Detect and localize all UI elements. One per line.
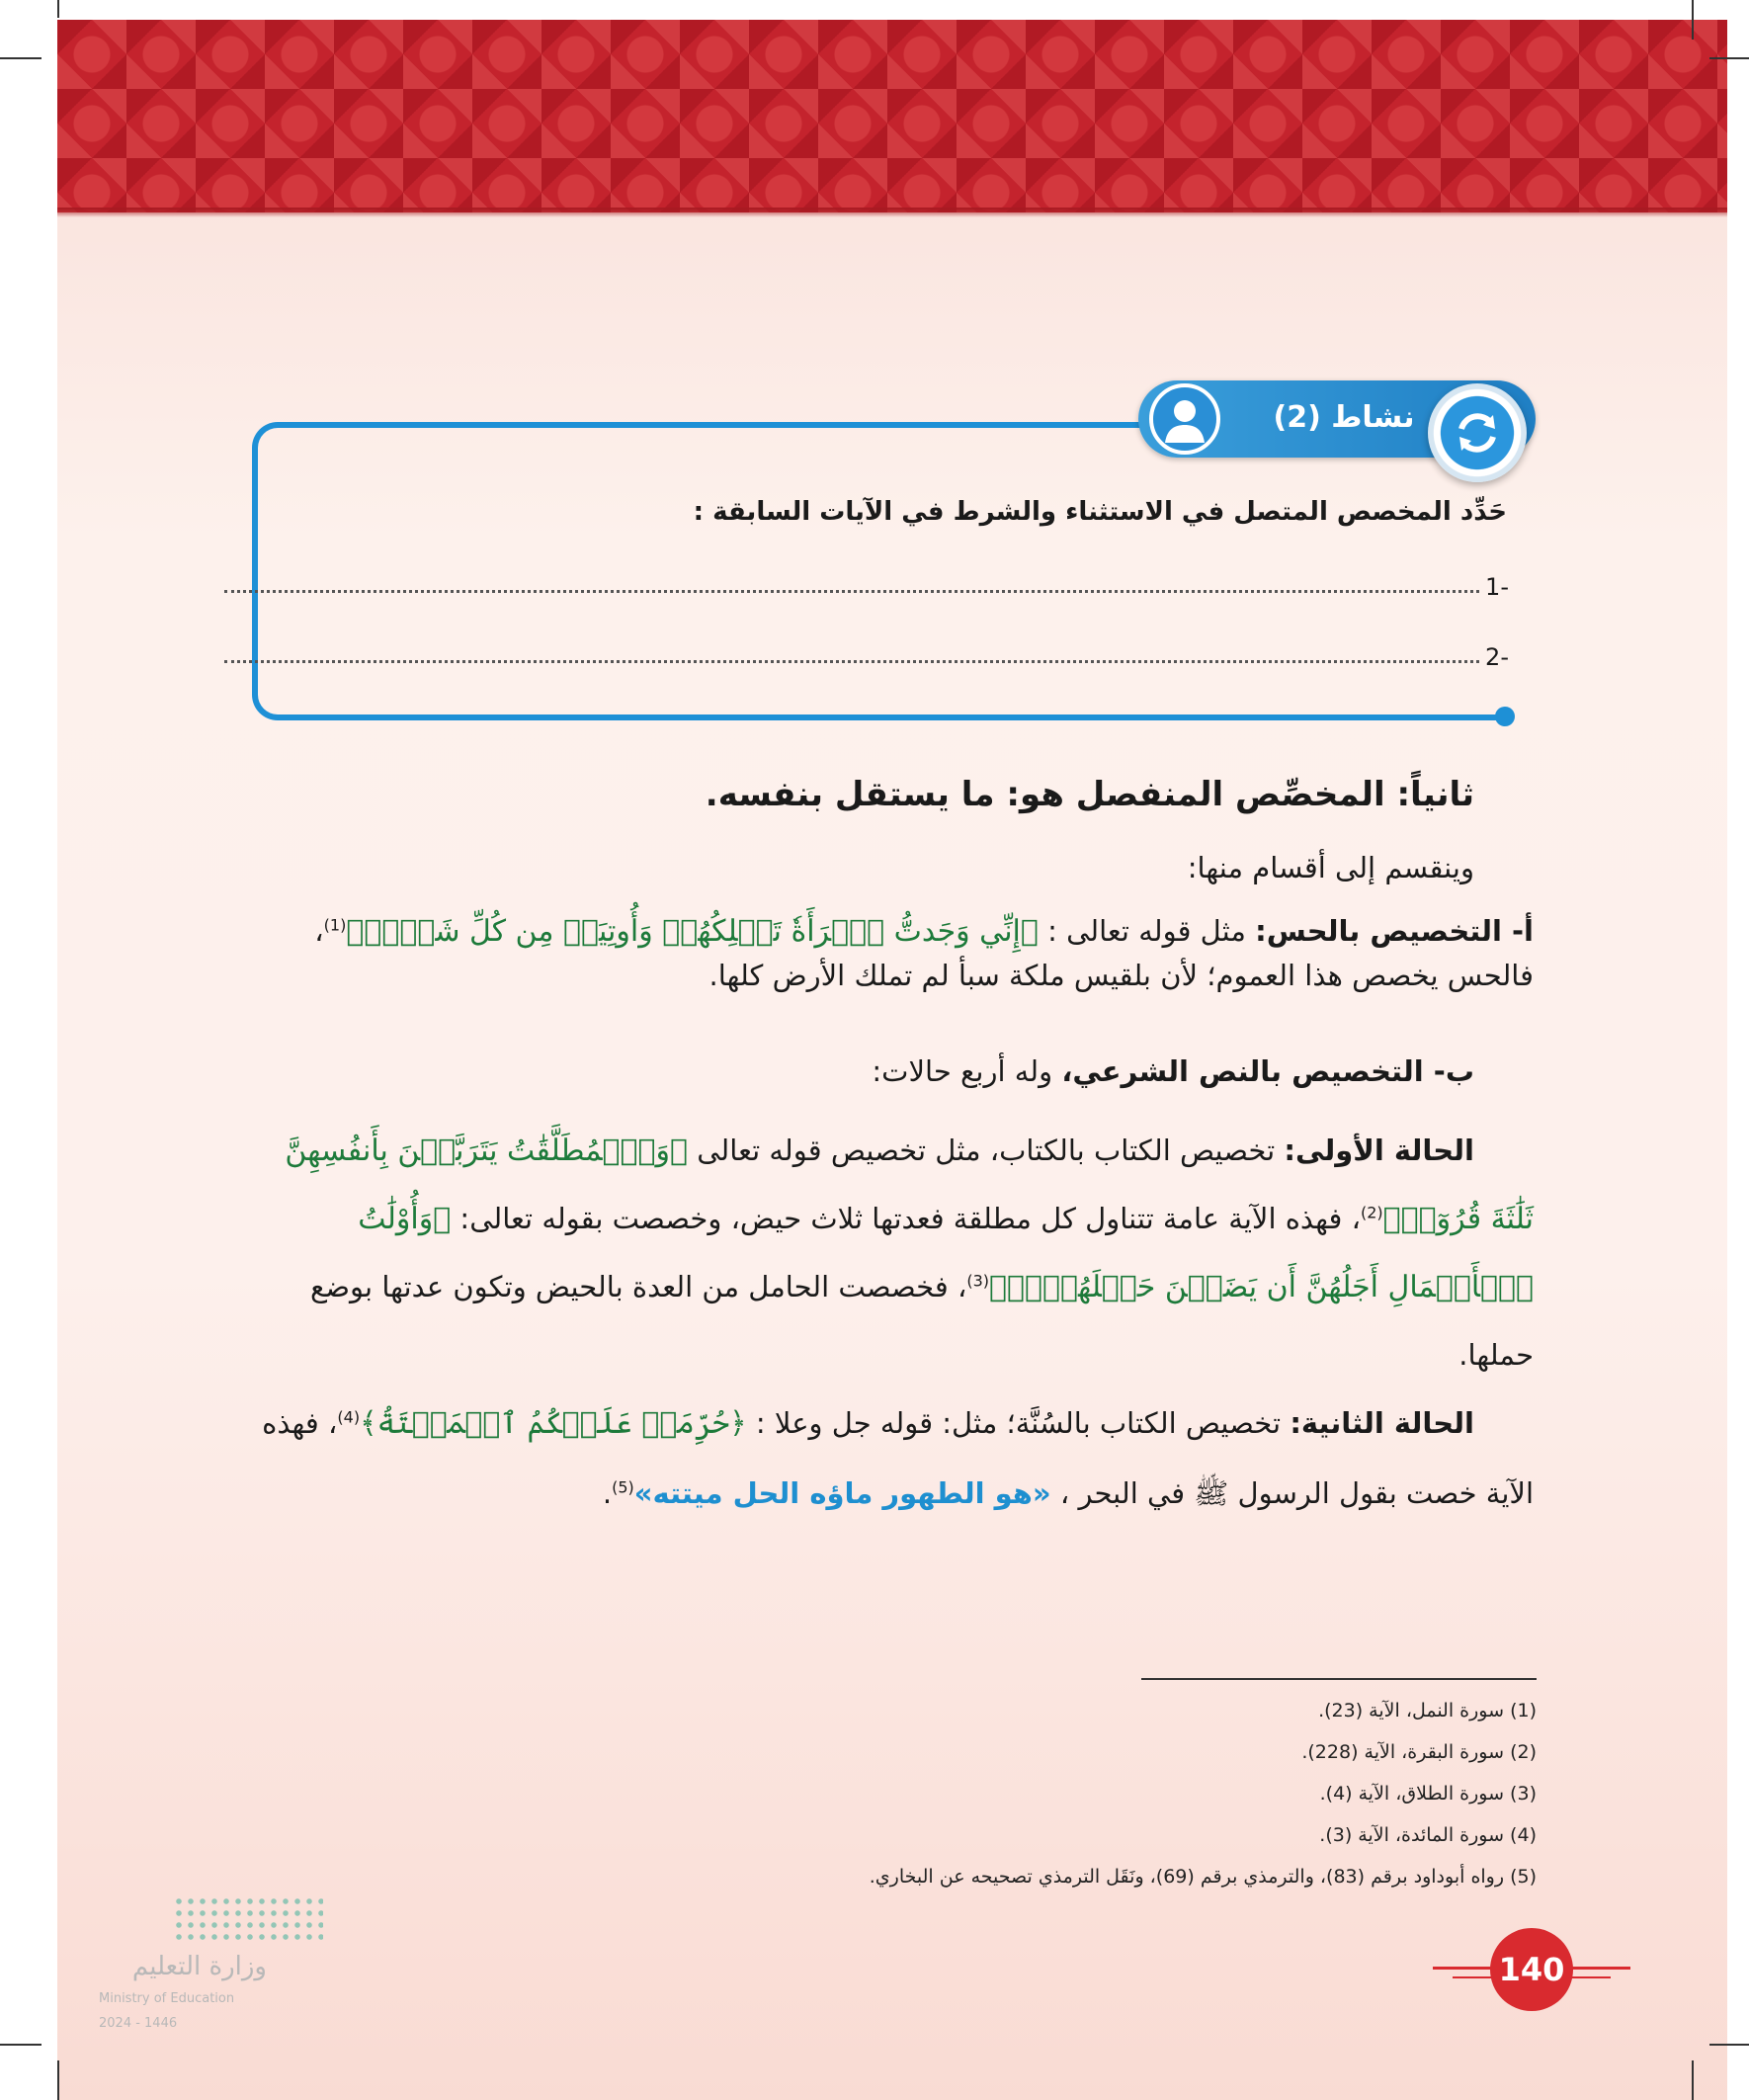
decorative-header-banner bbox=[57, 20, 1727, 212]
paragraph-case-one bbox=[259, 1117, 1534, 1388]
refresh-icon bbox=[1428, 383, 1527, 482]
crop-mark bbox=[1692, 0, 1694, 40]
case-one-explanation: ، فهذه الآية عامة تتناول كل مطلقة فعدتها ثلاث حيض، وخصصت بقوله تعالى: bbox=[459, 1202, 1361, 1235]
crop-mark bbox=[0, 2044, 42, 2046]
answer-line-1[interactable] bbox=[224, 567, 1509, 607]
page-number: 140 bbox=[1490, 1928, 1573, 2011]
activity-title: نشاط (2) bbox=[1273, 400, 1415, 435]
activity-line-end-dot bbox=[1495, 707, 1515, 726]
footnote-ref: (3) bbox=[966, 1271, 990, 1291]
footnote-ref: (5) bbox=[612, 1477, 634, 1497]
footnote: (4) سورة المائدة، الآية (3). bbox=[1319, 1824, 1537, 1846]
ministry-logo-icon bbox=[173, 1895, 323, 1943]
part-a-label: أ- التخصيص بالحس: bbox=[1255, 914, 1534, 948]
crop-mark bbox=[1692, 2060, 1694, 2100]
case-two-text: تخصيص الكتاب بالسُنَّة؛ مثل: قوله جل وعلا : bbox=[755, 1406, 1282, 1440]
ministry-name-arabic: وزارة التعليم bbox=[131, 1952, 267, 1981]
crop-mark bbox=[57, 2060, 59, 2100]
quran-verse: ﴿وَأُوْلَٰتُ ٱلۡأَحۡمَالِ أَجَلُهُنَّ أَن يَضَعۡنَ حَمۡلَهُنَّۚ﴾ bbox=[358, 1202, 1534, 1304]
student-avatar-icon bbox=[1149, 383, 1220, 455]
footnote-divider bbox=[1141, 1678, 1537, 1680]
footnote: (1) سورة النمل، الآية (23). bbox=[1318, 1700, 1537, 1722]
ministry-year: 2024 - 1446 bbox=[99, 2016, 178, 2031]
footnote: (5) رواه أبوداود برقم (83)، والترمذي برقم (69)، ونَقَل الترمذي تصحيحه عن البخاري. bbox=[869, 1866, 1537, 1888]
sentence-end: . bbox=[602, 1476, 613, 1510]
ministry-name-english: Ministry of Education bbox=[99, 1991, 235, 2006]
footnote: (3) سورة الطلاق، الآية (4). bbox=[1319, 1783, 1537, 1805]
quran-verse: ﴿وَٱلۡمُطَلَّقَٰتُ يَتَرَبَّصۡنَ بِأَنفُسِهِنَّ ثَلَٰثَةَ قُرُوٓءٖ﴾ bbox=[285, 1134, 1534, 1236]
footnote-ref: (1) bbox=[323, 915, 347, 935]
dotted-answer-field[interactable] bbox=[224, 660, 1479, 663]
activity-prompt: حَدِّد المخصص المتصل في الاستثناء والشرط في الآيات السابقة : bbox=[693, 497, 1507, 527]
part-a-text: مثل قوله تعالى : bbox=[1047, 914, 1246, 948]
part-b-label: ب- التخصيص بالنص الشرعي، bbox=[1061, 1054, 1474, 1088]
crop-mark bbox=[0, 57, 42, 59]
quran-verse: ﴿إِنِّي وَجَدتُّ ٱمۡرَأَةٗ تَمۡلِكُهُمۡ وَأُوتِيَتۡ مِن كُلِّ شَيۡءٖ﴾ bbox=[346, 914, 1039, 949]
dotted-answer-field[interactable] bbox=[224, 590, 1479, 593]
paragraph-sensory-specification bbox=[259, 909, 1534, 997]
case-two-explanation: ، فهذه الآية خصت بقول الرسول ﷺ في البحر ، bbox=[262, 1406, 1534, 1510]
footnote: (2) سورة البقرة، الآية (228). bbox=[1301, 1741, 1537, 1763]
case-one-text: تخصيص الكتاب بالكتاب، مثل تخصيص قوله تعالى bbox=[697, 1134, 1276, 1167]
answer-number: -1 bbox=[1485, 573, 1509, 601]
section-heading: ثانياً: المخصِّص المنفصل هو: ما يستقل بنفسه. bbox=[705, 775, 1474, 814]
banner-shadow bbox=[57, 208, 1727, 217]
section-intro: وينقسم إلى أقسام منها: bbox=[1187, 851, 1474, 884]
paragraph-textual-specification bbox=[200, 1050, 1474, 1093]
part-a-explanation: ، فالحس يخصص هذا العموم؛ لأن بلقيس ملكة سبأ لم تملك الأرض كلها. bbox=[314, 914, 1534, 992]
hadith-quote: «هو الطهور ماؤه الحل ميتته» bbox=[633, 1476, 1051, 1510]
paragraph-case-two bbox=[259, 1388, 1534, 1528]
quran-verse: ﴿حُرِّمَتۡ عَلَيۡكُمُ ٱلۡمَيۡتَةُ﴾ bbox=[360, 1406, 747, 1441]
part-b-text: وله أربع حالات: bbox=[872, 1054, 1053, 1088]
footnote-ref: (2) bbox=[1360, 1203, 1383, 1222]
crop-mark bbox=[1709, 2044, 1749, 2046]
answer-line-2[interactable] bbox=[224, 637, 1509, 677]
crop-mark bbox=[1709, 57, 1749, 59]
case-one-label: الحالة الأولى: bbox=[1284, 1134, 1474, 1167]
footnote-ref: (4) bbox=[337, 1407, 361, 1427]
case-one-conclusion: ، فخصصت الحامل من العدة بالحيض وتكون عدتها بوضع حملها. bbox=[310, 1270, 1534, 1372]
case-two-label: الحالة الثانية: bbox=[1290, 1406, 1474, 1440]
crop-mark bbox=[57, 0, 59, 18]
person-icon bbox=[1153, 387, 1216, 451]
answer-number: -2 bbox=[1485, 643, 1509, 671]
